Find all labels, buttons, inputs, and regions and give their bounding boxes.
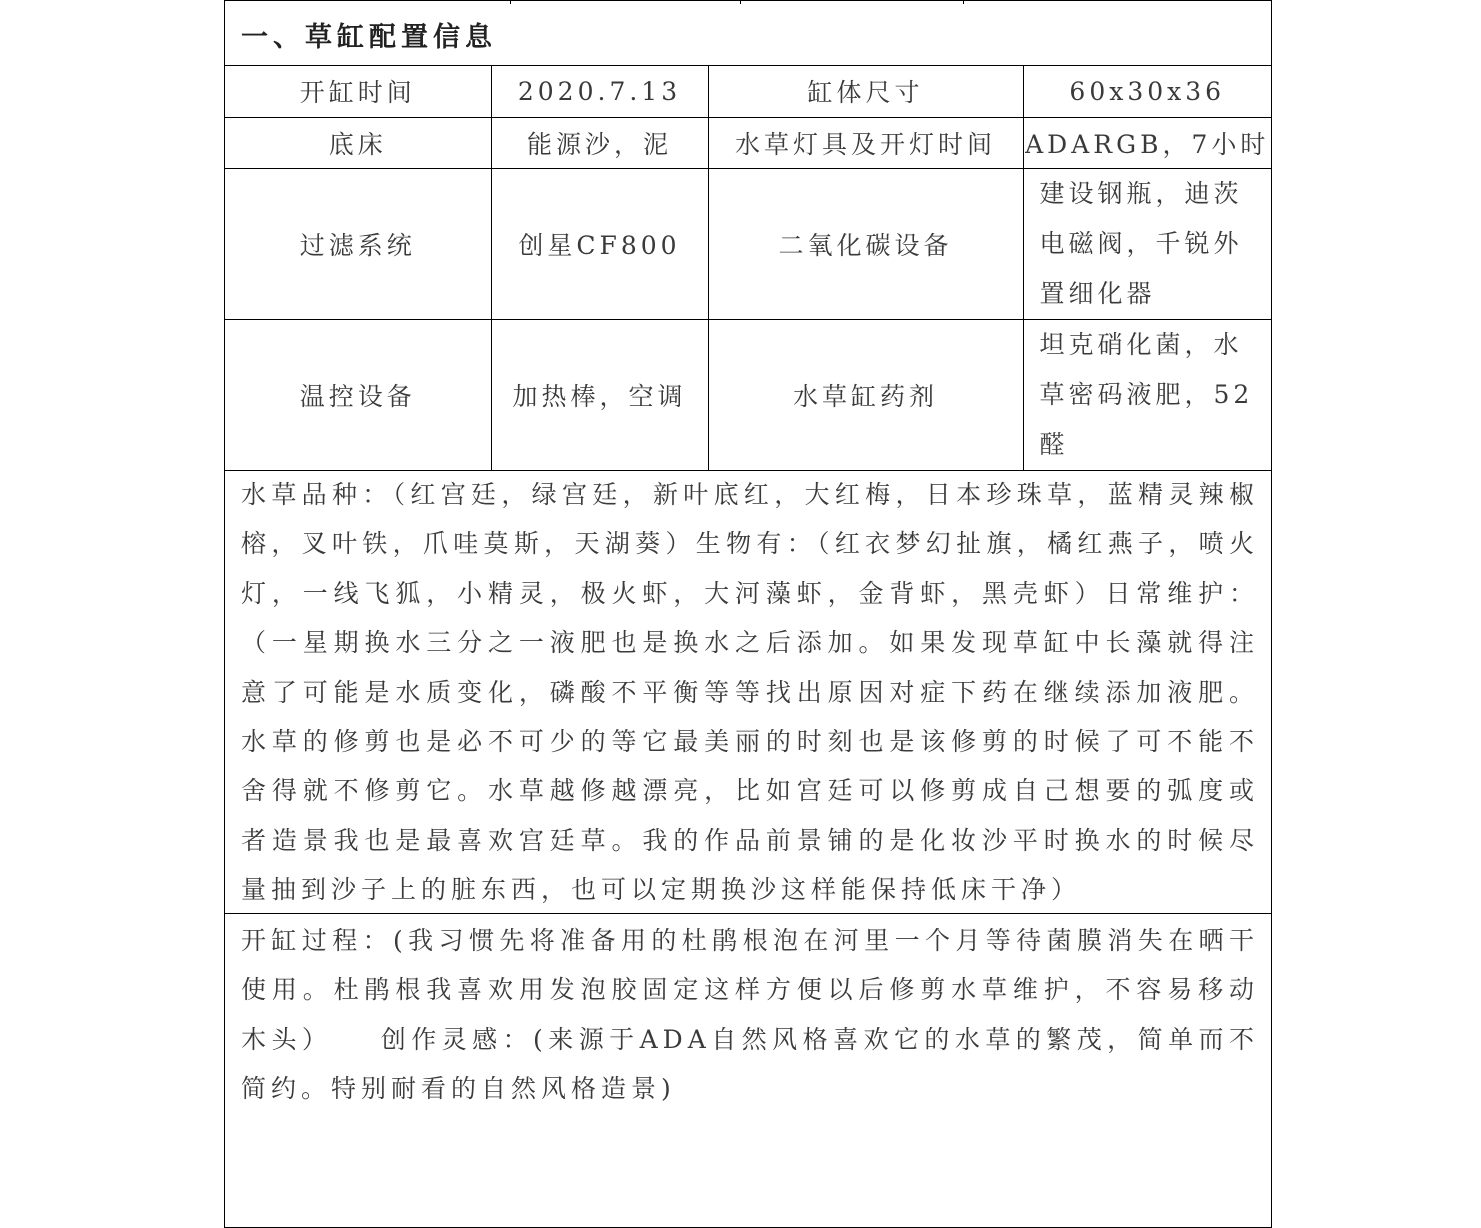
cell-value: 建设钢瓶，迪茨电磁阀，千锐外置细化器 [1023,168,1271,319]
table-row [225,168,1271,319]
cell-value: 创星CF800 [491,168,708,319]
cell-label: 底床 [225,117,491,168]
cell-value: 60x30x36 [1023,66,1271,117]
cell-value: ADARGB，7小时 [1023,117,1271,168]
cell-value: 加热棒，空调 [491,319,708,470]
setup-process-paragraph: 开缸过程：(我习惯先将准备用的杜鹃根泡在河里一个月等待菌膜消失在晒干使用。杜鹃根我喜欢用发泡胶固定这样方便以后修剪水草维护，不容易移动木头） 创作灵感：(来源于ADA自然风格喜欢它的水草的繁茂，简单而不简约。特别耐看的自然风格造景) [241,926,1259,1104]
cell-label: 二氧化碳设备 [708,168,1023,319]
cell-label: 开缸时间 [225,66,491,117]
cell-value: 能源沙，泥 [491,117,708,168]
cell-label: 水草缸药剂 [708,319,1023,470]
species-maintenance-paragraph: 水草品种：（红宫廷，绿宫廷，新叶底红，大红梅，日本珍珠草，蓝精灵辣椒榕，叉叶铁，爪哇莫斯，天湖葵）生物有：（红衣梦幻扯旗，橘红燕子，喷火灯，一线飞狐，小精灵，极火虾，大河藻虾，金背虾，黑壳虾）日常维护：（一星期换水三分之一液肥也是换水之后添加。如果发现草缸中长藻就得注意了可能是水质变化，磷酸不平衡等等找出原因对症下药在继续添加液肥。水草的修剪也是必不可少的等它最美丽的时刻也是该修剪的时候了可不能不舍得就不修剪它。水草越修越漂亮，比如宫廷可以修剪成自己想要的弧度或者造景我也是最喜欢宫廷草。我的作品前景铺的是化妆沙平时换水的时候尽量抽到沙子上的脏东西，也可以定期换沙这样能保持低床干净） [241,480,1259,905]
section-title: 一、草缸配置信息 [241,22,497,53]
table-row [225,117,1271,168]
config-table [225,66,1271,471]
cell-value: 坦克硝化菌，水草密码液肥，52醛 [1023,319,1271,470]
table-row [225,319,1271,470]
document-page [224,0,1272,1228]
table-row [225,66,1271,117]
section-title-row [225,0,1271,66]
cell-label: 温控设备 [225,319,491,470]
cell-label: 缸体尺寸 [708,66,1023,117]
section-divider [225,913,1271,914]
cell-label: 过滤系统 [225,168,491,319]
cell-value: 2020.7.13 [491,66,708,117]
cell-label: 水草灯具及开灯时间 [708,117,1023,168]
